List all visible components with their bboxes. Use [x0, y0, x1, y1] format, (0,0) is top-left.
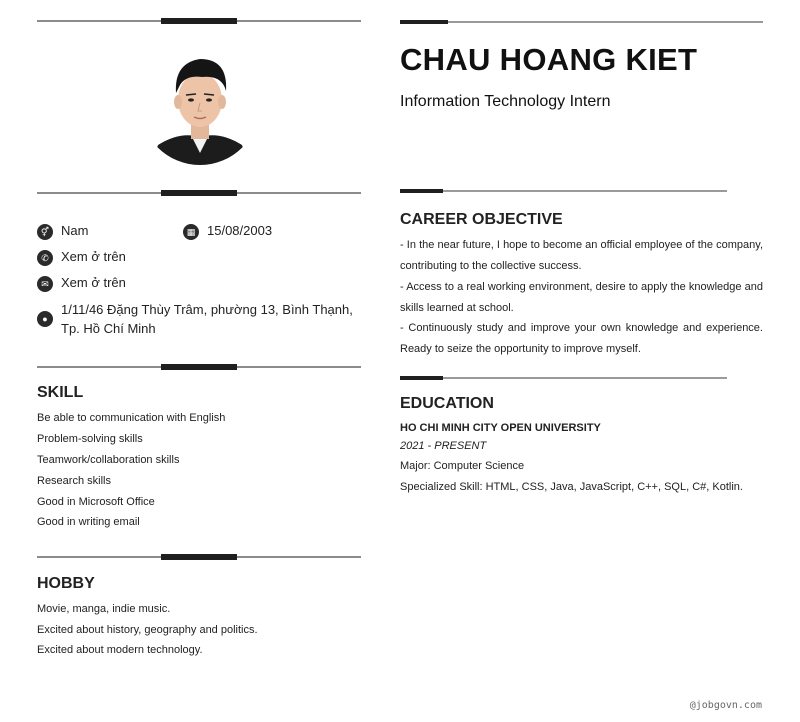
watermark: @jobgovn.com [689, 700, 762, 711]
photo-top-divider [37, 20, 361, 22]
education-period: 2021 - PRESENT [400, 440, 487, 452]
career-title: CAREER OBJECTIVE [400, 211, 563, 228]
career-item: - Access to a real working environment, desire to apply the knowledge and skills learned at school. [400, 281, 763, 314]
education-divider [400, 377, 727, 379]
info-dob [183, 223, 272, 240]
photo-bottom-divider [37, 192, 361, 194]
email-value: Xem ở trên [61, 275, 126, 290]
phone-icon: ✆ [37, 250, 53, 266]
profile-photo [150, 45, 250, 169]
skill-item: Research skills [37, 475, 111, 487]
education-major: Major: Computer Science [400, 460, 525, 472]
skill-item: Good in writing email [37, 516, 140, 528]
education-specialized: Specialized Skill: HTML, CSS, Java, JavaScript, C++, SQL, C#, Kotlin. [400, 481, 743, 493]
info-gender [37, 223, 88, 240]
skill-item: Teamwork/collaboration skills [37, 454, 180, 466]
info-phone [37, 249, 126, 266]
hobby-title: HOBBY [37, 575, 95, 592]
skill-title: SKILL [37, 384, 84, 401]
gender-icon: ⚥ [37, 224, 53, 240]
hobby-divider [37, 556, 361, 558]
hobby-item: Excited about history, geography and politics. [37, 624, 258, 636]
candidate-name: CHAU HOANG KIET [400, 42, 698, 77]
skill-item: Be able to communication with English [37, 412, 226, 424]
career-divider [400, 190, 727, 192]
skill-item: Problem-solving skills [37, 433, 143, 445]
career-item: - Continuously study and improve your own knowledge and experience. Ready to seize the opportunity to improve myself. [400, 322, 763, 355]
education-title: EDUCATION [400, 395, 494, 412]
address-line-1: 1/11/46 Đặng Thùy Trâm, phường 13, Bình Thạnh, [61, 302, 353, 317]
name-divider [400, 21, 763, 23]
gender-value: Nam [61, 223, 89, 238]
career-item: - In the near future, I hope to become an official employee of the company, contributing to the collective success. [400, 239, 763, 272]
hobby-item: Movie, manga, indie music. [37, 603, 171, 615]
info-email [37, 275, 126, 292]
education-school: HO CHI MINH CITY OPEN UNIVERSITY [400, 422, 601, 434]
hobby-item: Excited about modern technology. [37, 644, 203, 656]
phone-value: Xem ở trên [61, 249, 126, 264]
candidate-role: Information Technology Intern [400, 93, 611, 110]
skill-item: Good in Microsoft Office [37, 496, 155, 508]
location-pin-icon: ● [37, 311, 53, 327]
dob-value: 15/08/2003 [207, 223, 273, 238]
email-icon: ✉ [37, 276, 53, 292]
calendar-icon: ▦ [183, 224, 199, 240]
address-line-2: Tp. Hồ Chí Minh [61, 321, 156, 336]
skill-divider [37, 366, 361, 368]
address-value [61, 300, 353, 338]
info-address [37, 300, 353, 338]
